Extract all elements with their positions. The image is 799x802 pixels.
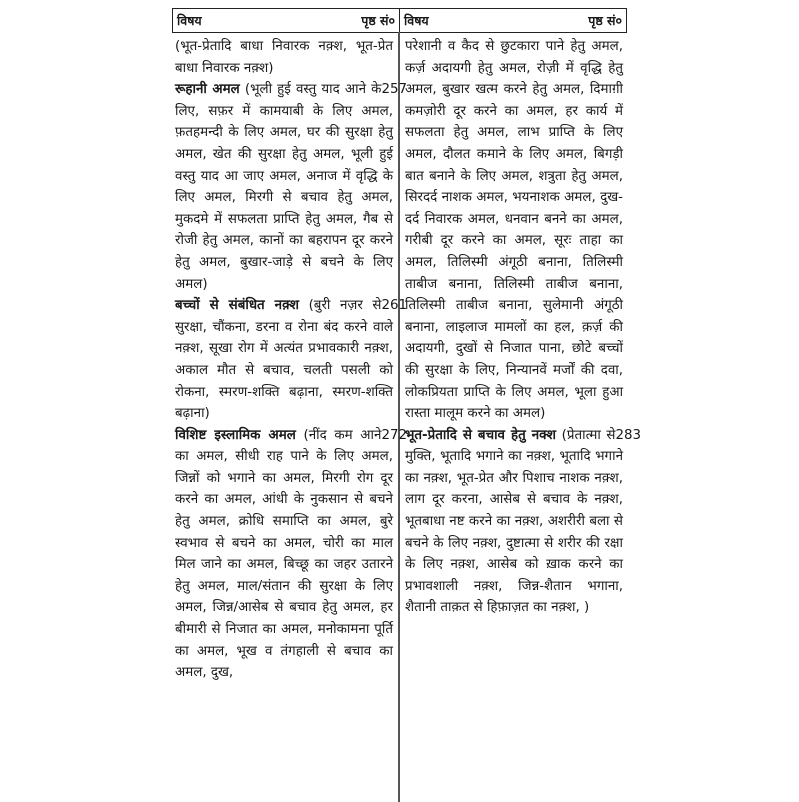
subject-column-label: विषय [177,13,202,28]
entry-text: (भूली हुई वस्तु याद आने के लिए, सफ़र में कामयाबी के लिए अमल, फ़तहमन्दी के लिए अमल, घर की सुरक्षा हेतु अमल, खेत की सुरक्षा हेतु अमल, भूली हुई वस्तु याद आ जाए अमल, अनाज में वृद्धि के लिए अमल, मिरगी से बचाव हेतु अमल, मुकदमे में सफलता प्राप्ति हेतु अमल, गैब से रोजी हेतु अमल, कानों का बहरापन दूर करने हेतु अमल, बुखार-जाड़े से बचने के लिए अमल) [175,82,393,292]
header-cell-left [173,9,400,32]
index-entry [405,36,623,425]
entry-page-number: 261 [381,298,407,314]
index-entry [175,36,393,79]
page-column-label: पृष्ठ सं० [588,13,622,28]
entry-title: भूत-प्रेतादि से बचाव हेतु नक्श [405,427,557,443]
entry-title: रूहानी अमल [175,82,240,98]
index-entry [405,425,641,619]
entry-text: (प्रेतात्मा से मुक्ति, भूतादि भगाने का नक़्श, भूतादि भगाने का नक़्श, भूत-प्रेत और पिशाच नाशक नक़्श, लाग दूर करना, आसेब से बचाव के नक़्श, भूतबाधा नष्ट करने का नक़्श, अशरीरी बला से बचने के लिए नक़्श, दुष्टात्मा से शरीर की रक्षा के लिए नक़्श, आसेब को ख़ाक करने का प्रभावशाली नक़्श, जिन्न-शैतान भगाना, शैतानी ताक़त से हिफ़ाज़त का नक़्श, ) [405,427,623,616]
entry-text: (बुरी नज़र से सुरक्षा, चौंकना, डरना व रोना बंद करने वाले नक़्श, सूखा रोग में अत्यंत प्रभावकारी नक़्श, अकाल मौत से बचाव, चलती पसली को रोकना, स्मरण-शक्ति बढ़ाना, स्मरण-शक्ति बढ़ाना) [175,298,393,422]
entry-title: बच्चों से संबंधित नक़्श [175,298,300,314]
index-entry [175,295,407,425]
entry-text: (नींद कम आने का अमल, सीधी राह पाने के लिए अमल, जिन्नों को भगाने का अमल, मिरगी रोग दूर करने का अमल, आंधी के नुकसान से बचने हेतु अमल, क्रोधि समाप्ति का अमल, बुरे स्वभाव से बचने का अमल, चोरी का माल मिल जाने का अमल, बिच्छू का जहर उतारने हेतु अमल, माल/संतान की सुरक्षा के लिए अमल, जिन्न/आसेब से बचाव हेतु अमल, हर बीमारी से निजात का अमल, मनोकामना पूर्ति का अमल, भूख व तंगहाली से बचाव का अमल, दुख, [175,427,393,681]
entry-page-number: 257 [381,82,407,98]
entry-text: परेशानी व कैद से छुटकारा पाने हेतु अमल, कर्ज़ अदायगी हेतु अमल, रोज़ी में वृद्धि हेतु अमल, बुखार खत्म करने हेतु अमल, दिमाग़ी कमज़ोरी दूर करने का अमल, हर कार्य में सफलता हेतु अमल, लाभ प्राप्ति के लिए अमल, दौलत कमाने के लिए अमल, बिगड़ी बात बनाने के लिए अमल, शत्रुता हेतु अमल, सिरदर्द नाशक अमल, भयनाशक अमल, दुख-दर्द निवारक अमल, धनवान बनने का अमल, गरीबी दूर करने का अमल, सूरः ताहा का अमल, तिलिस्मी अंगूठी बनाना, तिलिस्मी ताबीज बनाना, तिलिस्मी ताबीज बनाना, तिलिस्मी ताबीज बनाना, सुलेमानी अंगूठी बनाना, लाइलाज मामलों का हल, क़र्ज़ की अदायगी, दुखों से निजात पाना, छोटे बच्चों की सुरक्षा के लिए, निन्यानवें मर्जों की दवा, लोकप्रियता प्राप्ति के लिए अमल, भूला हुआ रास्ता मालूम करने का अमल) [405,39,623,422]
subject-column-label: विषय [404,13,429,28]
index-entry [175,79,407,295]
entry-text: (भूत-प्रेतादि बाधा निवारक नक़्श, भूत-प्रेत बाधा निवारक नक़्श) [175,39,393,76]
index-page [172,8,641,800]
left-column [175,36,407,684]
page-column-label: पृष्ठ सं० [361,13,395,28]
header-cell-right [400,9,626,32]
table-header [172,8,627,33]
index-entry [175,425,407,684]
entry-title: विशिष्ट इस्लामिक अमल [175,427,296,443]
column-divider [398,32,400,802]
entry-page-number: 272 [381,427,407,443]
right-column [405,36,641,619]
entry-page-number: 283 [615,427,641,443]
